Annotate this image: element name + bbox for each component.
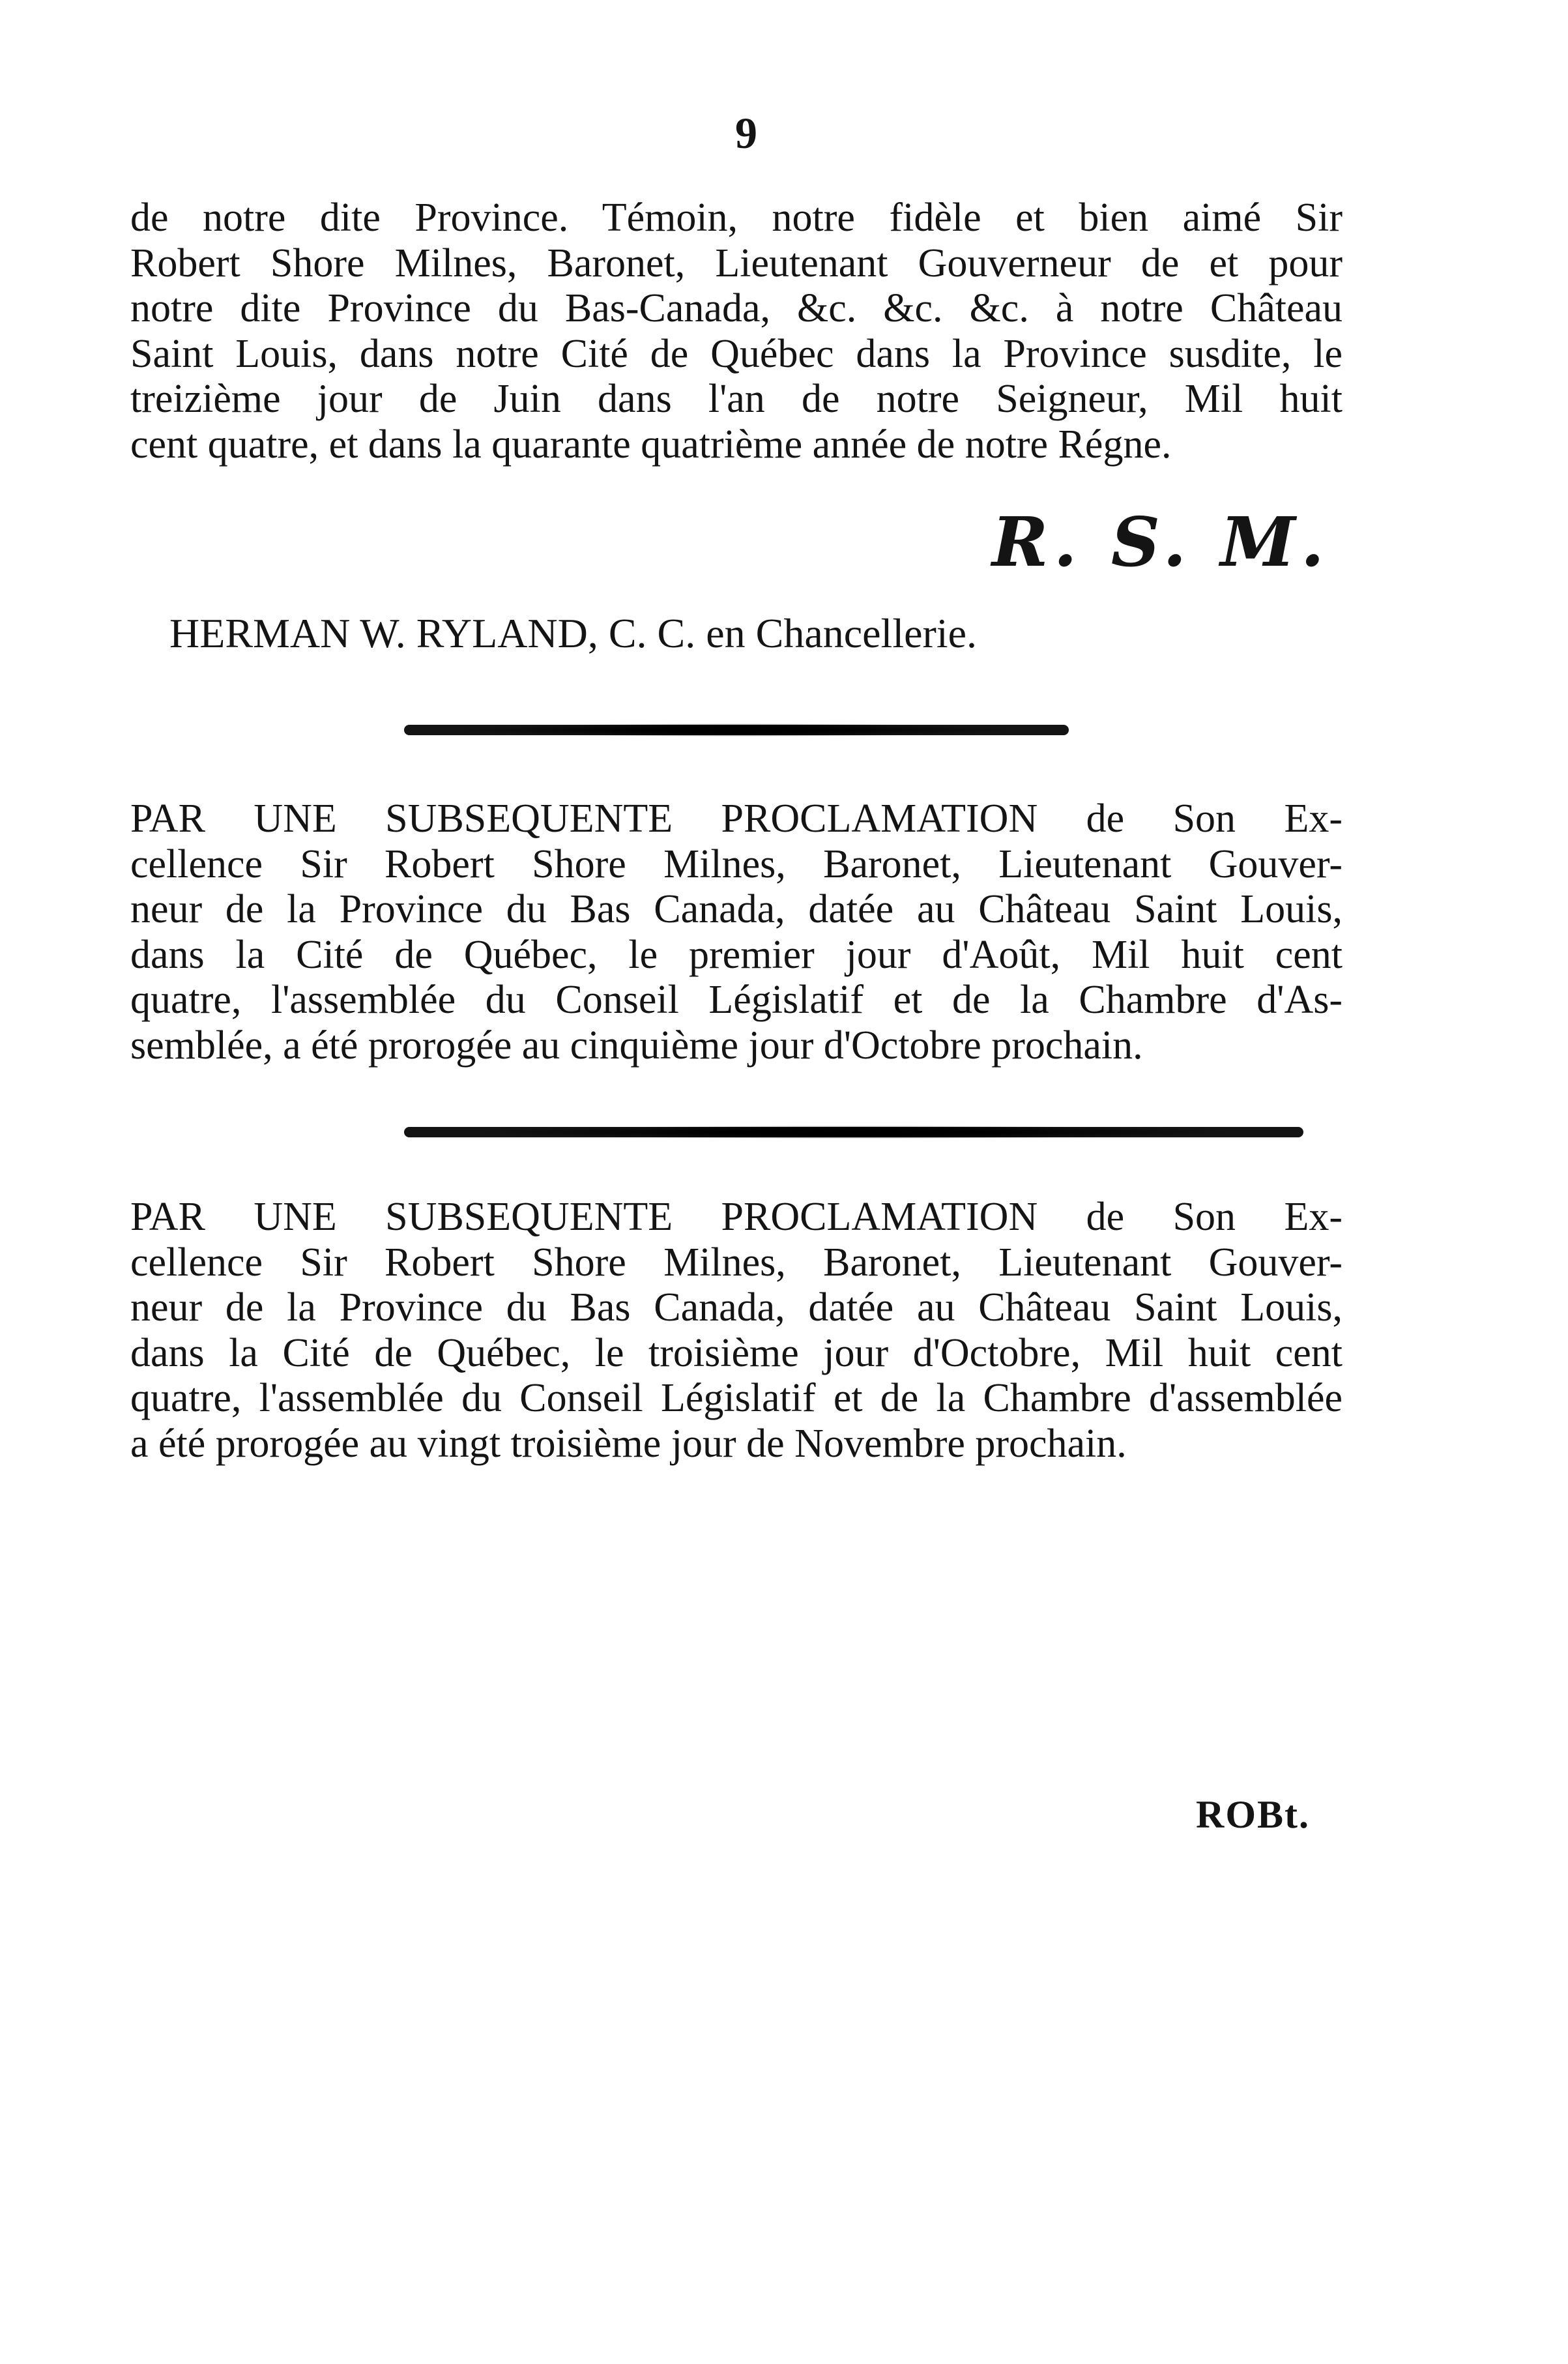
text-line: semblée, a été prorogée au cinquième jour d'Octobre prochain. [130, 1023, 1143, 1068]
text-line: dans la Cité de Québec, le troisième jour d'Octobre, Mil huit cent [130, 1330, 1343, 1375]
text-line: PAR UNE SUBSEQUENTE PROCLAMATION de Son Ex- [130, 796, 1343, 841]
signature-line: HERMAN W. RYLAND, C. C. en Chancellerie. [169, 610, 977, 656]
text-line: cellence Sir Robert Shore Milnes, Baronet, Lieutenant Gouver- [130, 841, 1343, 886]
paragraph-proclamation-august [130, 796, 1343, 1068]
text-line: Saint Louis, dans notre Cité de Québec dans la Province susdite, le [130, 331, 1343, 376]
decorative-rule [404, 725, 1069, 735]
catchword: ROBt. [1196, 1793, 1310, 1836]
text-line: de notre dite Province. Témoin, notre fidèle et bien aimé Sir [130, 196, 1343, 240]
text-line: Robert Shore Milnes, Baronet, Lieutenant Gouverneur de et pour [130, 241, 1343, 285]
text-line: quatre, l'assemblée du Conseil Législatif et de la Chambre d'assemblée [130, 1376, 1343, 1420]
seal-initials: R. S. M. [992, 502, 1329, 582]
paragraph-proclamation-october [130, 1195, 1343, 1467]
text-line: cent quatre, et dans la quarante quatrième année de notre Régne. [130, 422, 1172, 467]
page-number: 9 [735, 108, 757, 158]
decorative-rule [404, 1127, 1303, 1137]
text-line: quatre, l'assemblée du Conseil Législatif et de la Chambre d'As- [130, 978, 1343, 1022]
paragraph-witness [130, 196, 1343, 467]
text-line: a été prorogée au vingt troisième jour de Novembre prochain. [130, 1421, 1127, 1466]
text-line: cellence Sir Robert Shore Milnes, Baronet, Lieutenant Gouver- [130, 1240, 1343, 1285]
text-line: dans la Cité de Québec, le premier jour d'Août, Mil huit cent [130, 932, 1343, 977]
text-line: PAR UNE SUBSEQUENTE PROCLAMATION de Son Ex- [130, 1195, 1343, 1239]
text-line: neur de la Province du Bas Canada, datée au Château Saint Louis, [130, 887, 1343, 931]
text-line: treizième jour de Juin dans l'an de notre Seigneur, Mil huit [130, 377, 1343, 421]
text-line: neur de la Province du Bas Canada, datée au Château Saint Louis, [130, 1285, 1343, 1330]
text-line: notre dite Province du Bas-Canada, &c. &c. &c. à notre Château [130, 286, 1343, 330]
